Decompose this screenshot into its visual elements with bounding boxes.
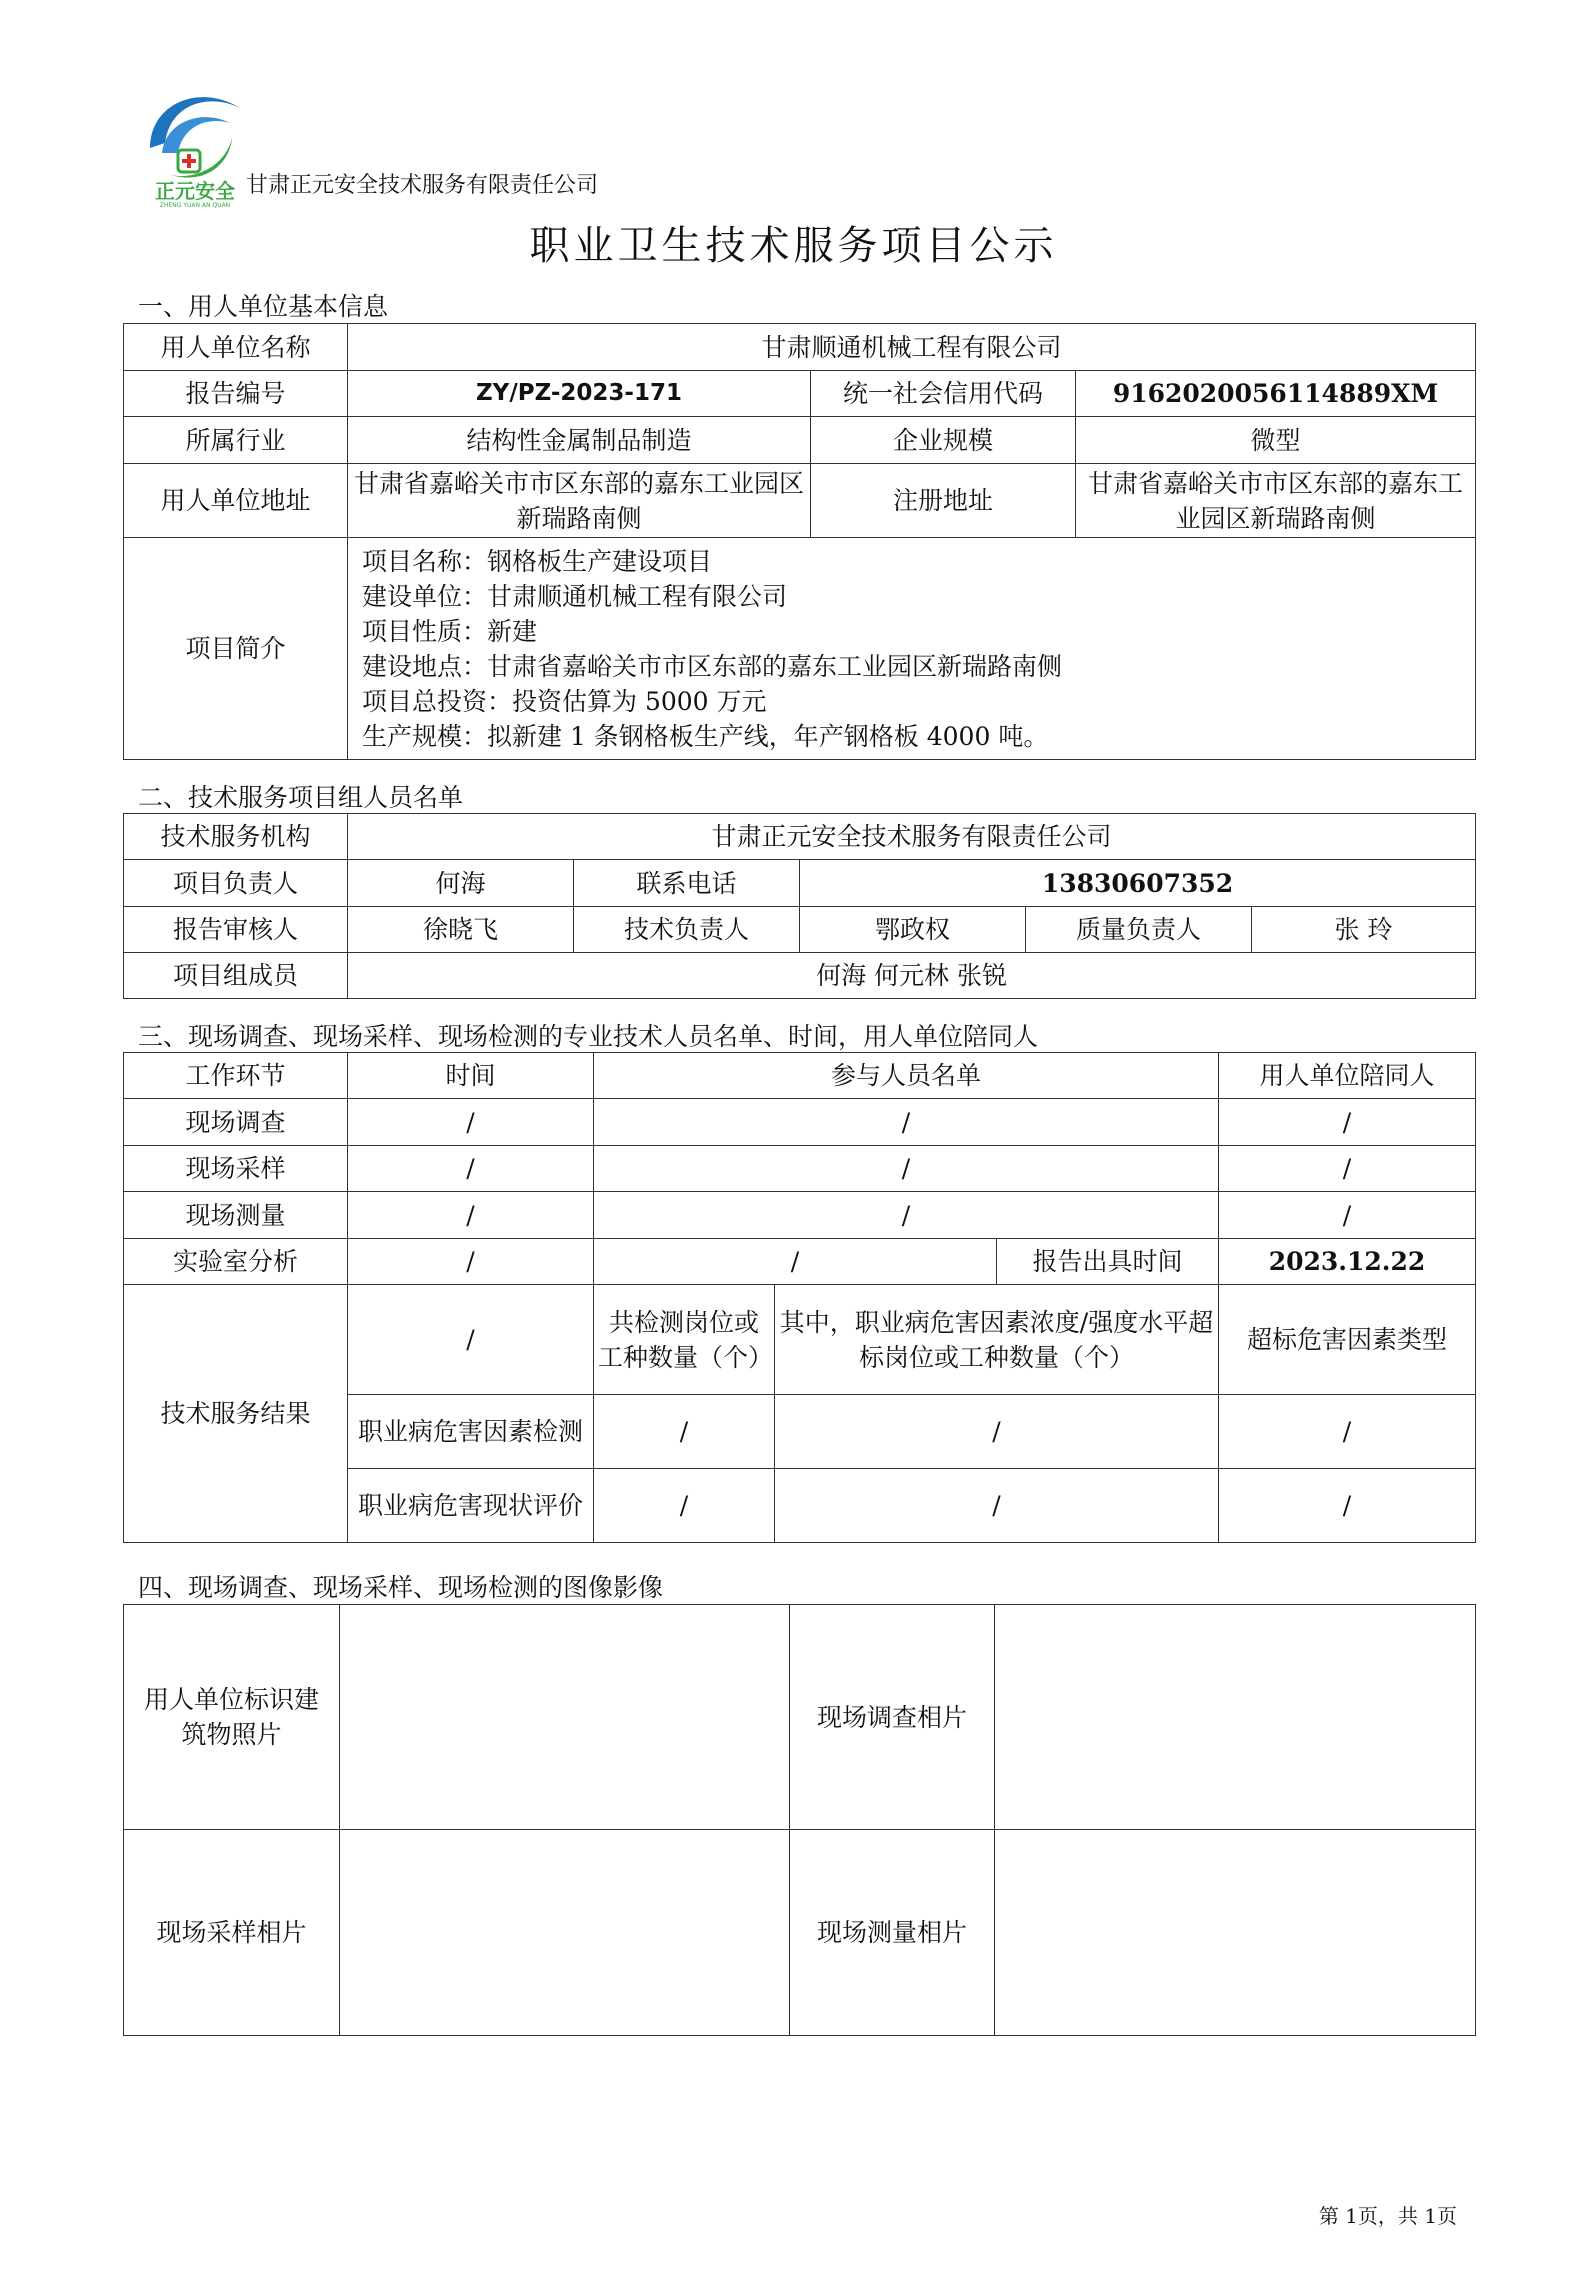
r2-count: /: [594, 1469, 775, 1543]
report-no: ZY/PZ-2023-171: [348, 371, 811, 417]
leader-label: 项目负责人: [124, 860, 348, 907]
svg-text:正元安全: 正元安全: [155, 179, 235, 203]
tech: 鄂政权: [800, 907, 1026, 953]
industry-label: 所属行业: [124, 417, 348, 464]
people-cell: /: [594, 1099, 1219, 1146]
col-escort: 用人单位陪同人: [1219, 1053, 1476, 1099]
scale: 微型: [1076, 417, 1476, 464]
result-label: 技术服务结果: [124, 1285, 348, 1543]
col-time: 时间: [348, 1053, 594, 1099]
photo-slot: [340, 1830, 790, 2036]
team-table: [123, 813, 1476, 999]
col-stage: 工作环节: [124, 1053, 348, 1099]
photo-label-sampling: 现场采样相片: [124, 1830, 340, 2036]
header-company: 甘肃正元安全技术服务有限责任公司: [246, 173, 599, 198]
company-logo: [140, 78, 250, 208]
count-label: 共检测岗位或工种数量（个）: [594, 1285, 775, 1395]
table-row: [124, 1192, 1476, 1239]
lab-time: /: [348, 1239, 594, 1285]
lab-label: 实验室分析: [124, 1239, 348, 1285]
r1-label: 职业病危害因素检测: [348, 1395, 594, 1469]
fieldwork-table: [123, 1052, 1476, 1543]
section-1-heading: 一、用人单位基本信息: [138, 292, 389, 321]
intro-line: 建设地点：甘肃省嘉峪关市市区东部的嘉东工业园区新瑞路南侧: [362, 651, 1063, 681]
credit-code: 9162020056114889XM: [1076, 371, 1476, 417]
reg-address-label: 注册地址: [811, 464, 1076, 538]
table-row: [124, 1146, 1476, 1192]
intro-line: 项目性质：新建: [362, 616, 538, 646]
people-cell: /: [594, 1192, 1219, 1239]
members-label: 项目组成员: [124, 953, 348, 999]
lab-people: /: [594, 1239, 997, 1285]
photo-table: [123, 1604, 1476, 2036]
project-intro: [348, 538, 1476, 760]
intro-line: 项目总投资：投资估算为 5000 万元: [362, 686, 767, 716]
photo-label-survey: 现场调查相片: [790, 1605, 995, 1830]
time-cell: /: [348, 1192, 594, 1239]
intro-label: 项目简介: [124, 538, 348, 760]
r1-exceed: /: [775, 1395, 1219, 1469]
r2-type: /: [1219, 1469, 1476, 1543]
industry: 结构性金属制品制造: [348, 417, 811, 464]
section-3-heading: 三、现场调查、现场采样、现场检测的专业技术人员名单、时间，用人单位陪同人: [138, 1022, 1039, 1051]
unit-name-label: 用人单位名称: [124, 324, 348, 371]
intro-line: 建设单位：甘肃顺通机械工程有限公司: [362, 581, 788, 611]
time-cell: /: [348, 1146, 594, 1192]
stage-cell: 现场测量: [124, 1192, 348, 1239]
reg-address: 甘肃省嘉峪关市市区东部的嘉东工业园区新瑞路南侧: [1076, 464, 1476, 538]
exceed-label: 其中，职业病危害因素浓度/强度水平超标岗位或工种数量（个）: [775, 1285, 1219, 1395]
result-top: /: [348, 1285, 594, 1395]
intro-line: 项目名称：钢格板生产建设项目: [362, 546, 713, 576]
photo-slot: [340, 1605, 790, 1830]
issue-date: 2023.12.22: [1219, 1239, 1476, 1285]
page-number: 第 1页，共 1页: [1318, 2204, 1457, 2228]
photo-slot: [995, 1605, 1476, 1830]
tech-label: 技术负责人: [574, 907, 800, 953]
stage-cell: 现场调查: [124, 1099, 348, 1146]
section-4-heading: 四、现场调查、现场采样、现场检测的图像影像: [138, 1573, 664, 1602]
section-2-heading: 二、技术服务项目组人员名单: [138, 783, 464, 812]
photo-label-building: 用人单位标识建筑物照片: [124, 1605, 340, 1830]
svg-text:ZHENG YUAN AN QUAN: ZHENG YUAN AN QUAN: [159, 202, 231, 208]
quality-label: 质量负责人: [1026, 907, 1252, 953]
quality: 张 玲: [1252, 907, 1476, 953]
scale-label: 企业规模: [811, 417, 1076, 464]
col-people: 参与人员名单: [594, 1053, 1219, 1099]
escort-cell: /: [1219, 1192, 1476, 1239]
reviewer-label: 报告审核人: [124, 907, 348, 953]
address-label: 用人单位地址: [124, 464, 348, 538]
members: 何海 何元林 张锐: [348, 953, 1476, 999]
r2-exceed: /: [775, 1469, 1219, 1543]
intro-line: 生产规模：拟新建 1 条钢格板生产线，年产钢格板 4000 吨。: [362, 721, 1049, 751]
escort-cell: /: [1219, 1099, 1476, 1146]
leader: 何海: [348, 860, 574, 907]
stage-cell: 现场采样: [124, 1146, 348, 1192]
basic-info-table: [123, 323, 1476, 760]
time-cell: /: [348, 1099, 594, 1146]
issue-label: 报告出具时间: [997, 1239, 1219, 1285]
escort-cell: /: [1219, 1146, 1476, 1192]
type-label: 超标危害因素类型: [1219, 1285, 1476, 1395]
credit-code-label: 统一社会信用代码: [811, 371, 1076, 417]
people-cell: /: [594, 1146, 1219, 1192]
org-label: 技术服务机构: [124, 814, 348, 860]
address: 甘肃省嘉峪关市市区东部的嘉东工业园区新瑞路南侧: [348, 464, 811, 538]
table-row: [124, 1099, 1476, 1146]
r1-type: /: [1219, 1395, 1476, 1469]
org: 甘肃正元安全技术服务有限责任公司: [348, 814, 1476, 860]
r1-count: /: [594, 1395, 775, 1469]
report-no-label: 报告编号: [124, 371, 348, 417]
r2-label: 职业病危害现状评价: [348, 1469, 594, 1543]
page-title: 职业卫生技术服务项目公示: [529, 223, 1058, 269]
photo-label-measure: 现场测量相片: [790, 1830, 995, 2036]
phone: 13830607352: [800, 860, 1476, 907]
unit-name: 甘肃顺通机械工程有限公司: [348, 324, 1476, 371]
photo-slot: [995, 1830, 1476, 2036]
reviewer: 徐晓飞: [348, 907, 574, 953]
phone-label: 联系电话: [574, 860, 800, 907]
